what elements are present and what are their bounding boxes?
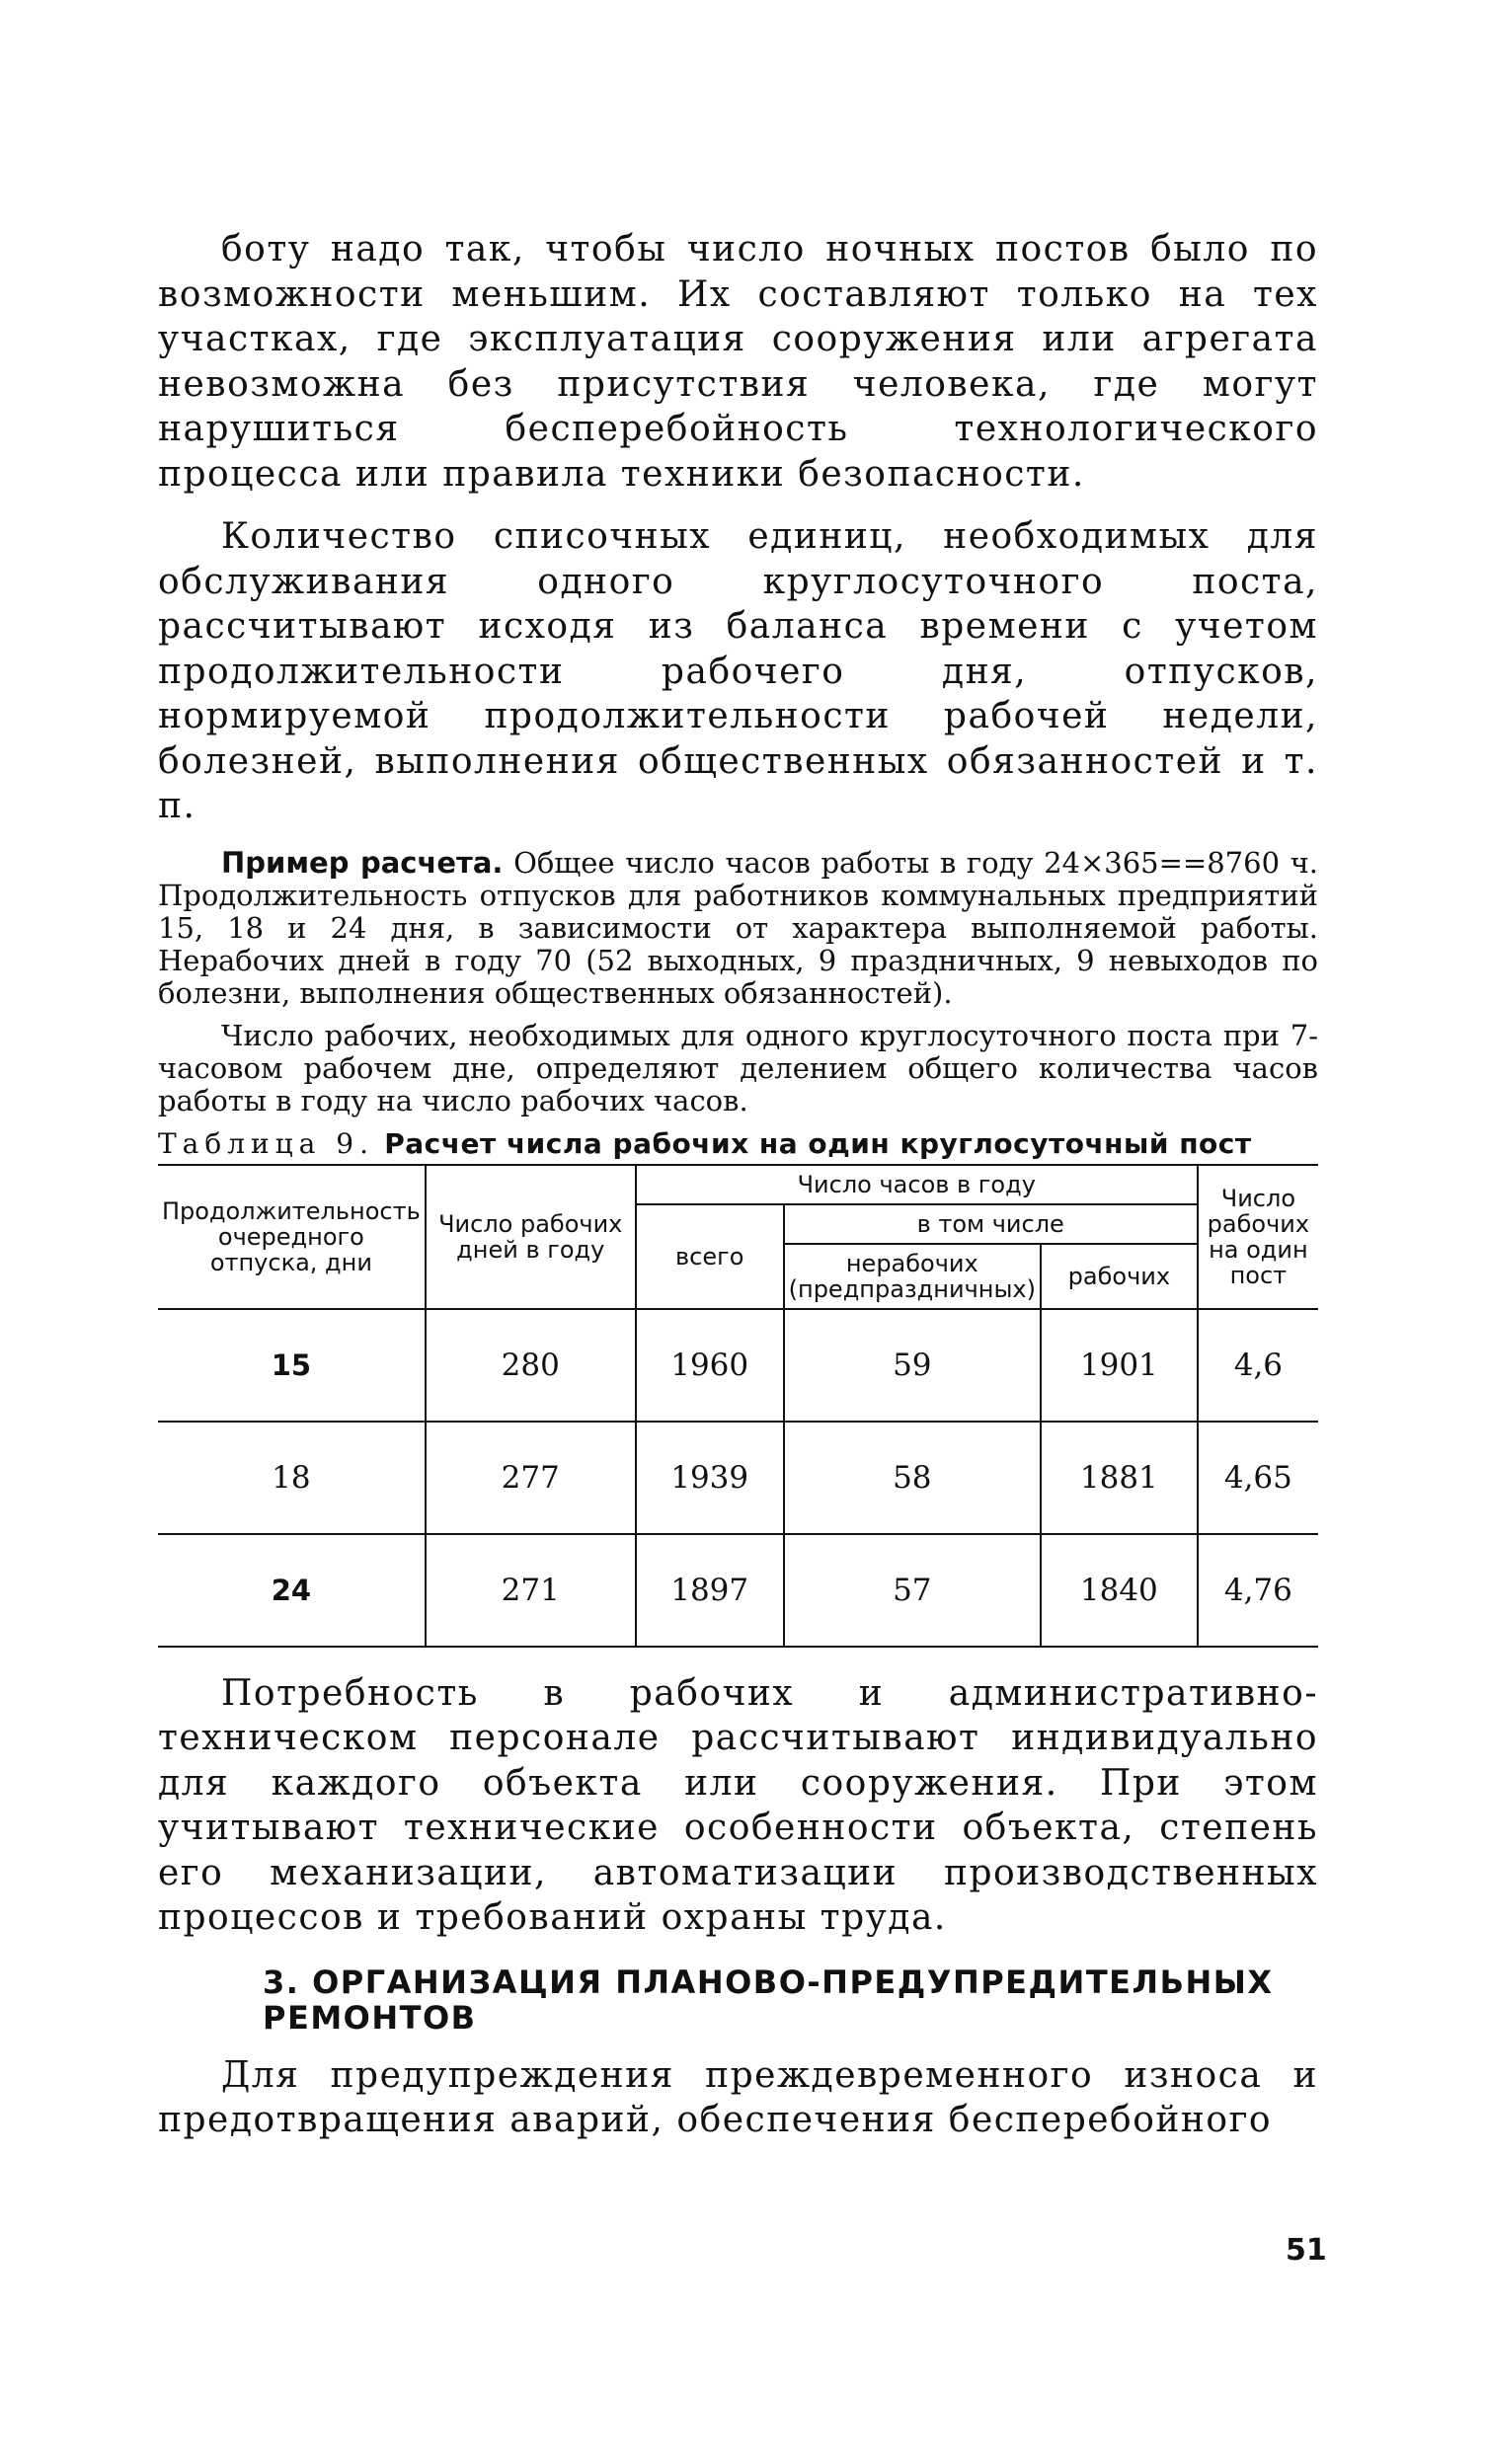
cell-workers: 4,6 — [1198, 1309, 1318, 1422]
example-paragraph — [158, 847, 1318, 1010]
cell-workdays: 280 — [426, 1309, 636, 1422]
header-working: рабочих — [1041, 1244, 1198, 1309]
table-caption — [158, 1127, 1318, 1160]
example-label: Пример расчета. — [221, 845, 504, 880]
paragraph-calculation: Число рабочих, необходимых для одного круглосуточного поста при 7-часовом рабочем дне, определяют делением общего количества часов работы в году на число рабочих часов. — [158, 1018, 1318, 1117]
page-body — [158, 227, 1318, 2161]
cell-nonworking: 59 — [784, 1309, 1041, 1422]
page-number: 51 — [1286, 2233, 1327, 2268]
cell-nonworking: 57 — [784, 1534, 1041, 1647]
header-workdays: Число рабочих дней в году — [426, 1165, 636, 1309]
cell-vacation: 15 — [158, 1309, 426, 1422]
paragraph-prevention: Для предупреждения преждевременного износа и предотвращения аварий, обеспечения бесперебойного — [158, 2054, 1318, 2140]
header-nonworking: нерабочих (предпраздничных) — [784, 1244, 1041, 1309]
cell-vacation: 18 — [158, 1422, 426, 1534]
cell-workdays: 271 — [426, 1534, 636, 1647]
cell-vacation: 24 — [158, 1534, 426, 1647]
cell-workdays: 277 — [426, 1422, 636, 1534]
cell-workers: 4,65 — [1198, 1422, 1318, 1534]
cell-working: 1840 — [1041, 1534, 1198, 1647]
example-text: Общее число часов работы в году 24×365==8760 ч. Продолжительность отпусков для работников коммунальных предприятий 15, 18 и 24 дня, в зависимости от характера выполняемой работы. Нерабочих дней в году 70 (52 выходных, 9 праздничных, 9 невыходов по болезни, выполнения общественных обязанностей). — [158, 845, 1319, 1010]
table-caption-title: Расчет числа рабочих на один круглосуточный пост — [384, 1126, 1252, 1160]
cell-total: 1897 — [636, 1534, 784, 1647]
header-hours-group: Число часов в году — [636, 1165, 1198, 1204]
table-caption-prefix: Таблица 9. — [158, 1126, 374, 1160]
table-row — [158, 1309, 1318, 1422]
cell-working: 1881 — [1041, 1422, 1198, 1534]
cell-total: 1960 — [636, 1309, 784, 1422]
header-including: в том числе — [784, 1204, 1198, 1244]
paragraph-staffing: Количество списочных единиц, необходимых для обслуживания одного круглосуточного поста, рассчитывают исходя из баланса времени с учетом продолжительности рабочего дня, отпусков, нормируемой продолжительности рабочей недели, болезней, выполнения общественных обязанностей и т. п. — [158, 516, 1318, 826]
section-heading: 3. ОРГАНИЗАЦИЯ ПЛАНОВО-ПРЕДУПРЕДИТЕЛЬНЫХ РЕМОНТОВ — [263, 1963, 1274, 2037]
table-row — [158, 1422, 1318, 1534]
cell-workers: 4,76 — [1198, 1534, 1318, 1647]
paragraph-admin-staff: Потребность в рабочих и административно-техническом персонале рассчитывают индивидуально для каждого объекта или сооружения. При этом учитывают технические особенности объекта, степень его механизации, автоматизации производственных процессов и требований охраны труда. — [158, 1672, 1318, 1938]
paragraph-intro: боту надо так, чтобы число ночных постов было по возможности меньшим. Их составляют только на тех участках, где эксплуатация сооружения или агрегата невозможна без присутствия человека, где могут нарушиться бесперебойность технологического процесса или правила техники безопасности. — [158, 229, 1318, 495]
cell-nonworking: 58 — [784, 1422, 1041, 1534]
header-vacation: Продолжительность очередного отпуска, дни — [158, 1165, 426, 1309]
table-row — [158, 1534, 1318, 1647]
header-workers: Число рабочих на один пост — [1198, 1165, 1318, 1309]
workers-table — [158, 1164, 1318, 1648]
cell-working: 1901 — [1041, 1309, 1198, 1422]
header-total: всего — [636, 1204, 784, 1309]
cell-total: 1939 — [636, 1422, 784, 1534]
